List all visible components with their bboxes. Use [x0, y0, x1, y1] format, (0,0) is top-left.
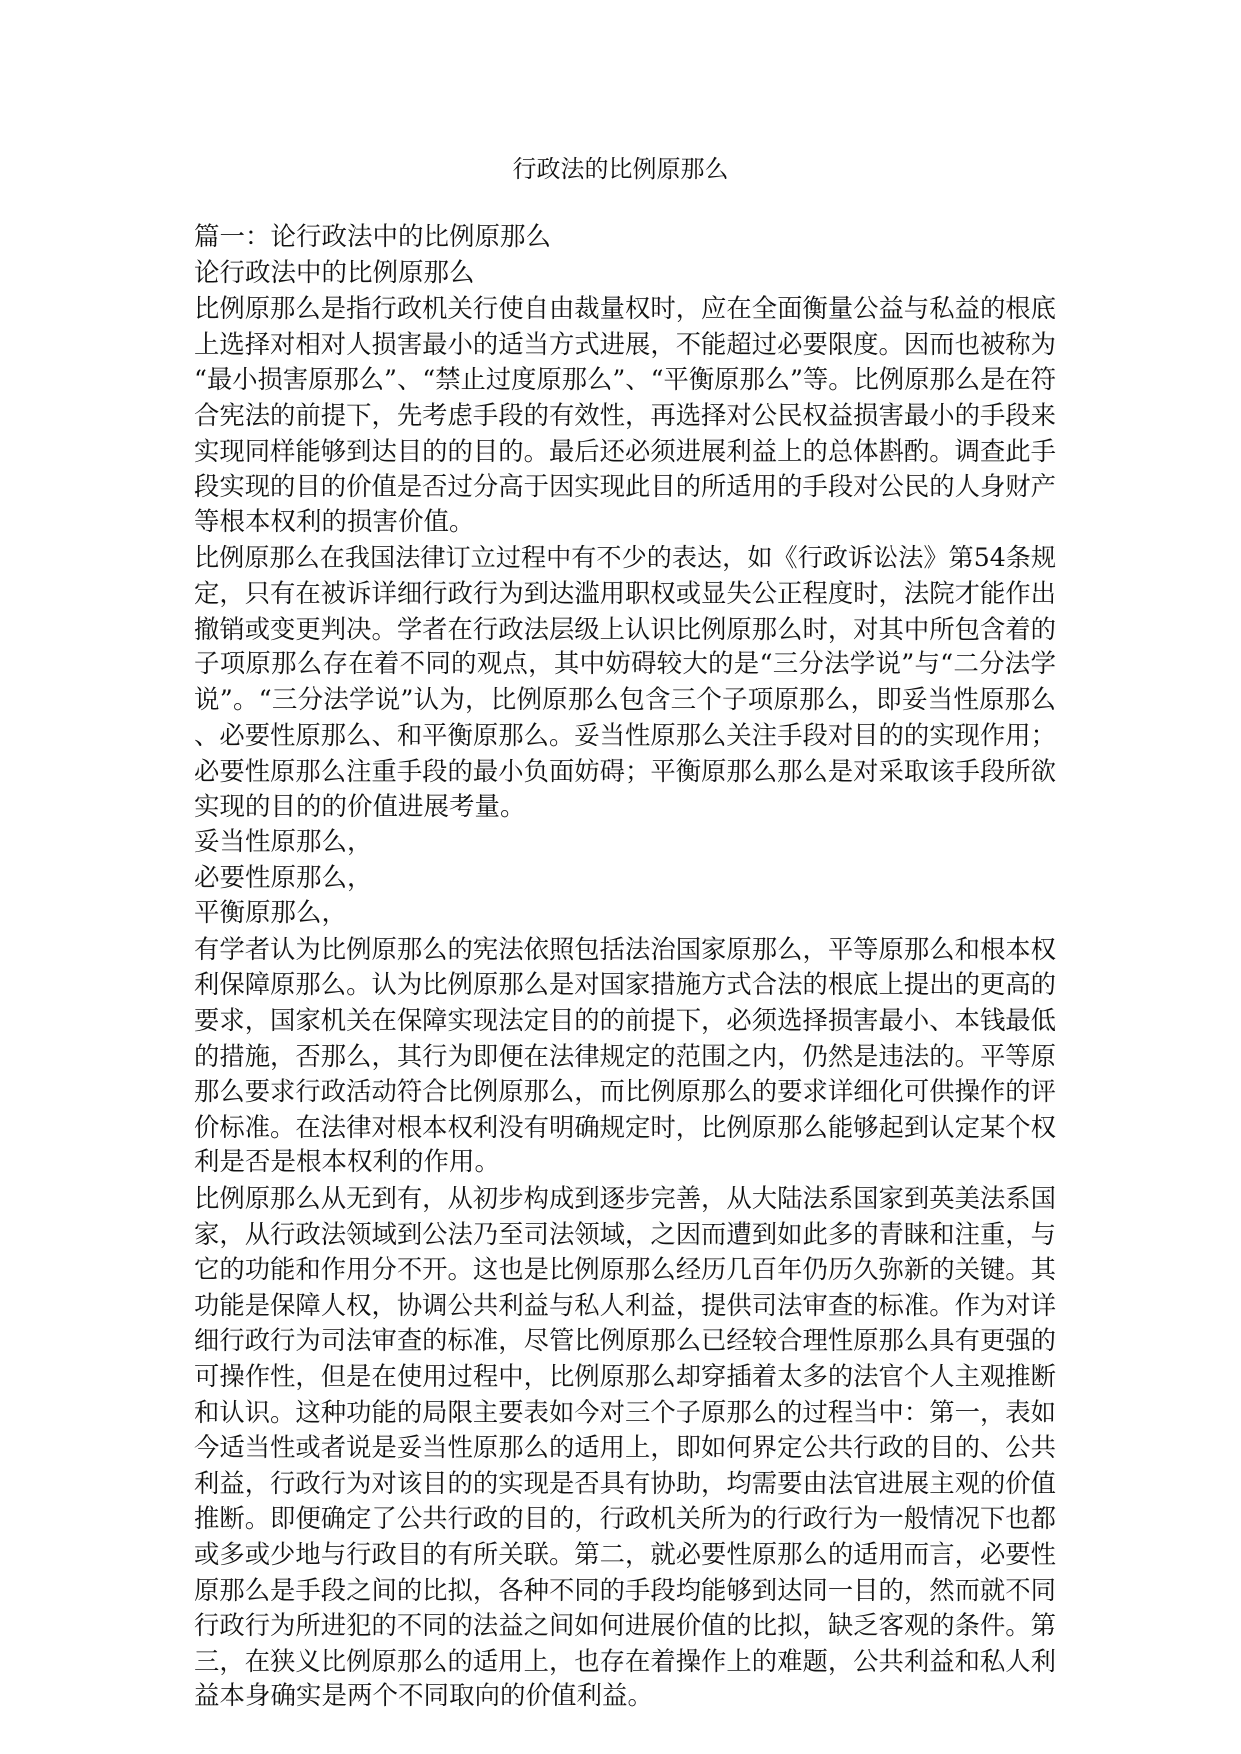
text-line: 价标准。在法律对根本权利没有明确规定时，比例原那么能够起到认定某个权	[194, 1111, 1056, 1142]
text-line: 论行政法中的比例原那么	[194, 257, 475, 288]
text-line: 利是否是根本权利的作用。	[194, 1147, 501, 1178]
text-line: 原那么是手段之间的比拟，各种不同的手段均能够到达同一目的，然而就不同	[194, 1574, 1056, 1605]
text-line: 撤销或变更判决。学者在行政法层级上认识比例原那么时，对其中所包含着的	[194, 613, 1056, 644]
text-line: 要求，国家机关在保障实现法定目的的前提下，必须选择损害最小、本钱最低	[194, 1005, 1056, 1036]
text-line: 篇一：论行政法中的比例原那么	[194, 222, 552, 252]
text-line: 三，在狭义比例原那么的适用上，也存在着操作上的难题，公共利益和私人利	[194, 1645, 1056, 1676]
text-line: 段实现的目的价值是否过分高于因实现此目的所适用的手段对公民的人身财产	[194, 471, 1056, 502]
text-line: 和认识。这种功能的局限主要表如今对三个子原那么的过程当中：第一，表如	[194, 1396, 1056, 1427]
text-line: 实现同样能够到达目的的目的。最后还必须进展利益上的总体斟酌。调查此手	[194, 435, 1056, 466]
text-line: 比例原那么从无到有，从初步构成到逐步完善，从大陆法系国家到英美法系国	[194, 1183, 1056, 1214]
text-line: 、必要性原那么、和平衡原那么。妥当性原那么关注手段对目的的实现作用；	[194, 720, 1056, 751]
text-line: 必要性原那么，	[194, 862, 373, 893]
text-line: 等根本权利的损害价值。	[194, 506, 475, 537]
text-line: 行政行为所进犯的不同的法益之间如何进展价值的比拟，缺乏客观的条件。第	[194, 1610, 1056, 1641]
text-line: 利保障原那么。认为比例原那么是对国家措施方式合法的根底上提出的更高的	[194, 969, 1056, 1000]
text-line: 那么要求行政活动符合比例原那么，而比例原那么的要求详细化可供操作的评	[194, 1076, 1056, 1107]
text-line: 利益，行政行为对该目的的实现是否具有协助，均需要由法官进展主观的价值	[194, 1467, 1056, 1498]
text-line: 合宪法的前提下，先考虑手段的有效性，再选择对公民权益损害最小的手段来	[194, 399, 1056, 430]
document-body	[194, 220, 1056, 1715]
text-line: 比例原那么在我国法律订立过程中有不少的表达，如《行政诉讼法》第54条规	[194, 543, 1056, 573]
text-line: 益本身确实是两个不同取向的价值利益。	[194, 1681, 654, 1712]
text-line: 定，只有在被诉详细行政行为到达滥用职权或显失公正程度时，法院才能作出	[194, 577, 1056, 608]
text-line: 上选择对相对人损害最小的适当方式进展，不能超过必要限度。因而也被称为	[194, 328, 1056, 359]
text-line: 或多或少地与行政目的有所关联。第二，就必要性原那么的适用而言，必要性	[194, 1538, 1056, 1569]
text-line: 必要性原那么注重手段的最小负面妨碍；平衡原那么那么是对采取该手段所欲	[194, 755, 1056, 786]
text-line: 细行政行为司法审查的标准，尽管比例原那么已经较合理性原那么具有更强的	[194, 1325, 1056, 1356]
text-line: 实现的目的的价值进展考量。	[194, 791, 526, 822]
text-line: “最小损害原那么”、“禁止过度原那么”、“平衡原那么”等。比例原那么是在符	[194, 365, 1056, 395]
text-line: 功能是保障人权，协调公共利益与私人利益，提供司法审查的标准。作为对详	[194, 1289, 1056, 1320]
text-line: 有学者认为比例原那么的宪法依照包括法治国家原那么，平等原那么和根本权	[194, 933, 1056, 964]
text-line: 今适当性或者说是妥当性原那么的适用上，即如何界定公共行政的目的、公共	[194, 1432, 1056, 1463]
text-line: 的措施，否那么，其行为即便在法律规定的范围之内，仍然是违法的。平等原	[194, 1040, 1056, 1071]
text-line: 说”。“三分法学说”认为，比例原那么包含三个子项原那么，即妥当性原那么	[194, 684, 1056, 715]
text-line: 子项原那么存在着不同的观点，其中妨碍较大的是“三分法学说”与“二分法学	[194, 649, 1056, 680]
text-line: 家，从行政法领域到公法乃至司法领域，之因而遭到如此多的青睐和注重，与	[194, 1218, 1056, 1249]
text-line: 可操作性，但是在使用过程中，比例原那么却穿插着太多的法官个人主观推断	[194, 1361, 1056, 1391]
text-line: 妥当性原那么，	[194, 827, 373, 858]
text-line: 它的功能和作用分不开。这也是比例原那么经历几百年仍历久弥新的关键。其	[194, 1254, 1056, 1285]
text-line: 比例原那么是指行政机关行使自由裁量权时，应在全面衡量公益与私益的根底	[194, 293, 1056, 324]
document-title: 行政法的比例原那么	[512, 155, 729, 183]
text-line: 推断。即便确定了公共行政的目的，行政机关所为的行政行为一般情况下也都	[194, 1503, 1056, 1534]
text-line: 平衡原那么，	[194, 898, 348, 929]
